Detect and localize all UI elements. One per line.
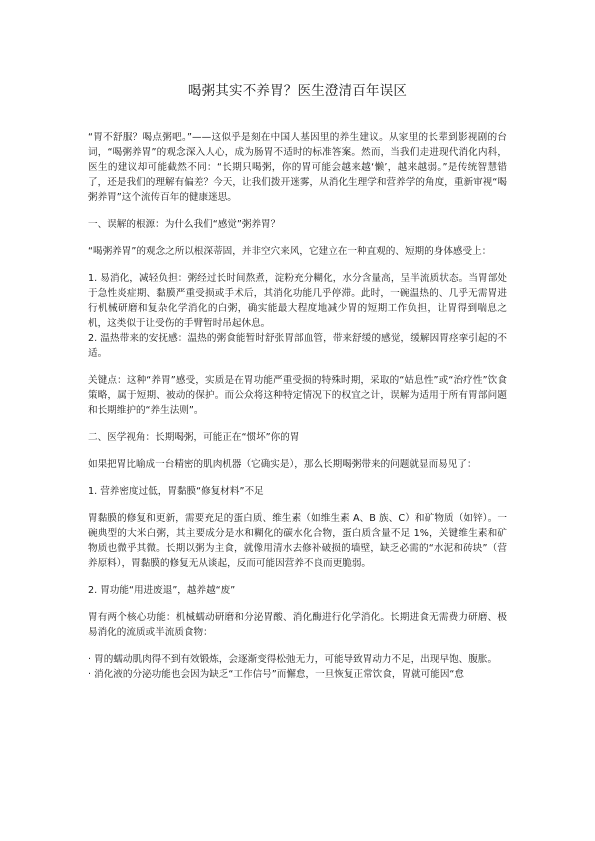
subsection-2-bullets (88, 652, 507, 682)
section-2-intro: 如果把胃比喻成一台精密的肌肉机器（它确实是），那么长期喝粥带来的问题就显而易见了： (88, 459, 477, 470)
page-title: 喝粥其实不养胃？医生澄清百年误区 (187, 83, 408, 99)
bullet-item: · 消化液的分泌功能也会因为缺乏“工作信号”而懈怠，一旦恢复正常饮食，胃就可能因“怠 (88, 669, 464, 680)
subsection-1-text: 胃黏膜的修复和更新，需要充足的蛋白质、维生素（如维生素 A、B 族、C）和矿物质（如锌）。一碗典型的大米白粥，其主要成分是水和糊化的碳水化合物，蛋白质含量不足 1%，关键维生素和矿物质也微乎其微。长期以粥为主食，就像用清水去修补破损的墙壁，缺乏必需的“水泥和砖块”（营养原料），胃黏膜的修复无从谈起，反而可能因营养不良而更脆弱。 (88, 513, 507, 569)
section-1-heading: 一、误解的根源：为什么我们“感觉”粥养胃？ (88, 219, 281, 230)
subsection-2-text: 胃有两个核心功能：机械蠕动研磨和分泌胃酸、消化酶进行化学消化。长期进食无需费力研磨、极易消化的流质或半流质食物： (88, 612, 507, 638)
list-item: 1. 易消化，减轻负担：粥经过长时间熬煮，淀粉充分糊化，水分含量高，呈半流质状态。当胃部处于急性炎症期、黏膜严重受损或手术后，其消化功能几乎停滞。此时，一碗温热的、几乎无需胃进行机械研磨和复杂化学消化的白粥，确实能最大程度地减少胃的短期工作负担，让胃得到喘息之机，这类似于让受伤的手臂暂时吊起休息。 (88, 273, 507, 329)
section-1-intro: “喝粥养胃”的观念之所以根深蒂固，并非空穴来风，它建立在一种直观的、短期的身体感受上： (88, 246, 492, 257)
bullet-item: · 胃的蠕动肌肉得不到有效锻炼，会逐渐变得松弛无力，可能导致胃动力不足，出现早饱、腹胀。 (88, 654, 498, 665)
key-point-paragraph: 关键点：这种“养胃”感受，实质是在胃功能严重受损的特殊时期，采取的“姑息性”或“治疗性”饮食策略，属于短期、被动的保护。而公众将这种特定情况下的权宜之计，误解为适用于所有胃部问题和长期维护的“养生法则”。 (88, 375, 507, 416)
intro-paragraph: “胃不舒服？喝点粥吧。”——这似乎是刻在中国人基因里的养生建议。从家里的长辈到影视剧的台词，“喝粥养胃”的观念深入人心，成为肠胃不适时的标准答案。然而，当我们走进现代消化内科，医生的建议却可能截然不同：“长期只喝粥，你的胃可能会越来越‘懒’，越来越弱。”是传统智慧错了，还是我们的理解有偏差？今天，让我们拨开迷雾，从消化生理学和营养学的角度，重新审视“喝粥养胃”这个流传百年的健康迷思。 (88, 132, 507, 203)
list-item: 2. 温热带来的安抚感：温热的粥食能暂时舒张胃部血管，带来舒缓的感觉，缓解因胃痉挛引起的不适。 (88, 333, 507, 359)
subsection-1-heading: 1. 营养密度过低，胃黏膜“修复材料”不足 (88, 486, 264, 497)
section-2-heading: 二、医学视角：长期喝粥，可能正在“惯坏”你的胃 (88, 432, 300, 443)
subsection-2-heading: 2. 胃功能“用进废退”，越养越“废” (88, 585, 236, 596)
section-1-list (88, 271, 507, 361)
